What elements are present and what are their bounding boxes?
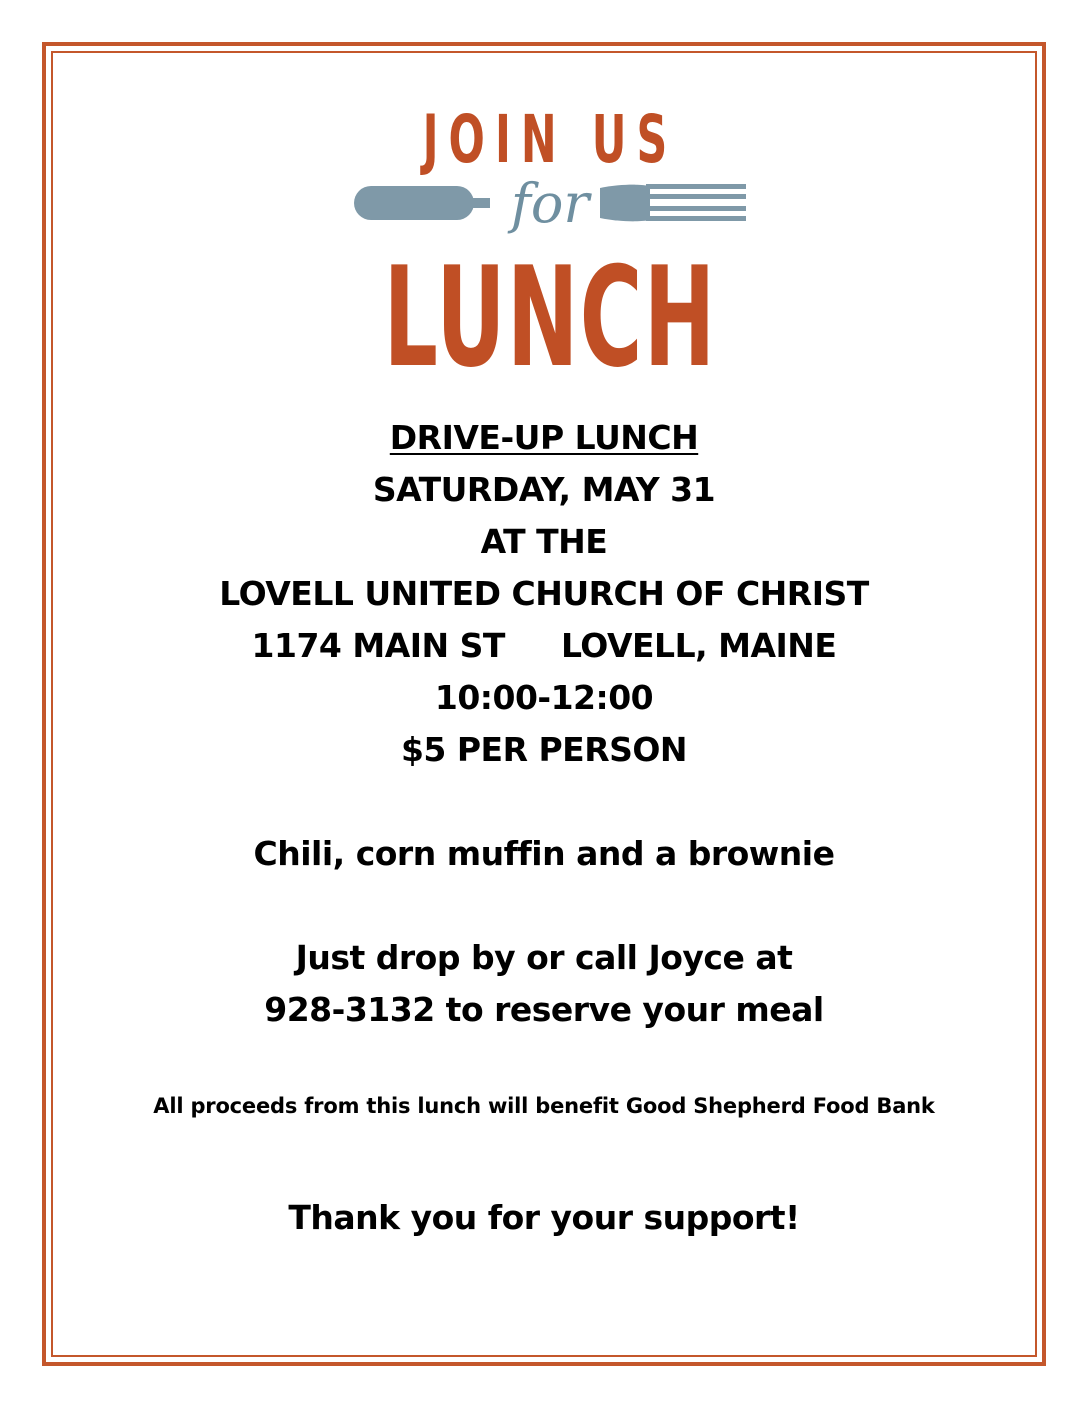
event-address: [0, 626, 1088, 665]
event-town: LOVELL, MAINE: [560, 626, 837, 665]
menu-text: Chili, corn muffin and a brownie: [253, 834, 835, 873]
event-venue: LOVELL UNITED CHURCH OF CHRIST: [219, 574, 869, 613]
logo-bottom-text: LUNCH: [383, 237, 717, 375]
event-at: AT THE: [480, 522, 608, 561]
event-date: SATURDAY, MAY 31: [372, 470, 716, 509]
event-heading: DRIVE-UP LUNCH: [389, 418, 699, 457]
thanks-text: Thank you for your support!: [288, 1198, 800, 1237]
join-us-for-lunch-logo: [350, 100, 750, 375]
proceeds-text: All proceeds from this lunch will benefit Good Shepherd Food Bank: [153, 1094, 935, 1118]
logo-top-text: JOIN US: [422, 101, 678, 179]
reserve-line-2: 928-3132 to reserve your meal: [264, 990, 824, 1029]
event-street: 1174 MAIN ST: [251, 626, 505, 665]
event-time: 10:00-12:00: [434, 678, 654, 717]
logo-middle-text: for: [510, 172, 590, 235]
reserve-line-1: Just drop by or call Joyce at: [295, 938, 793, 977]
event-price: $5 PER PERSON: [400, 730, 688, 769]
